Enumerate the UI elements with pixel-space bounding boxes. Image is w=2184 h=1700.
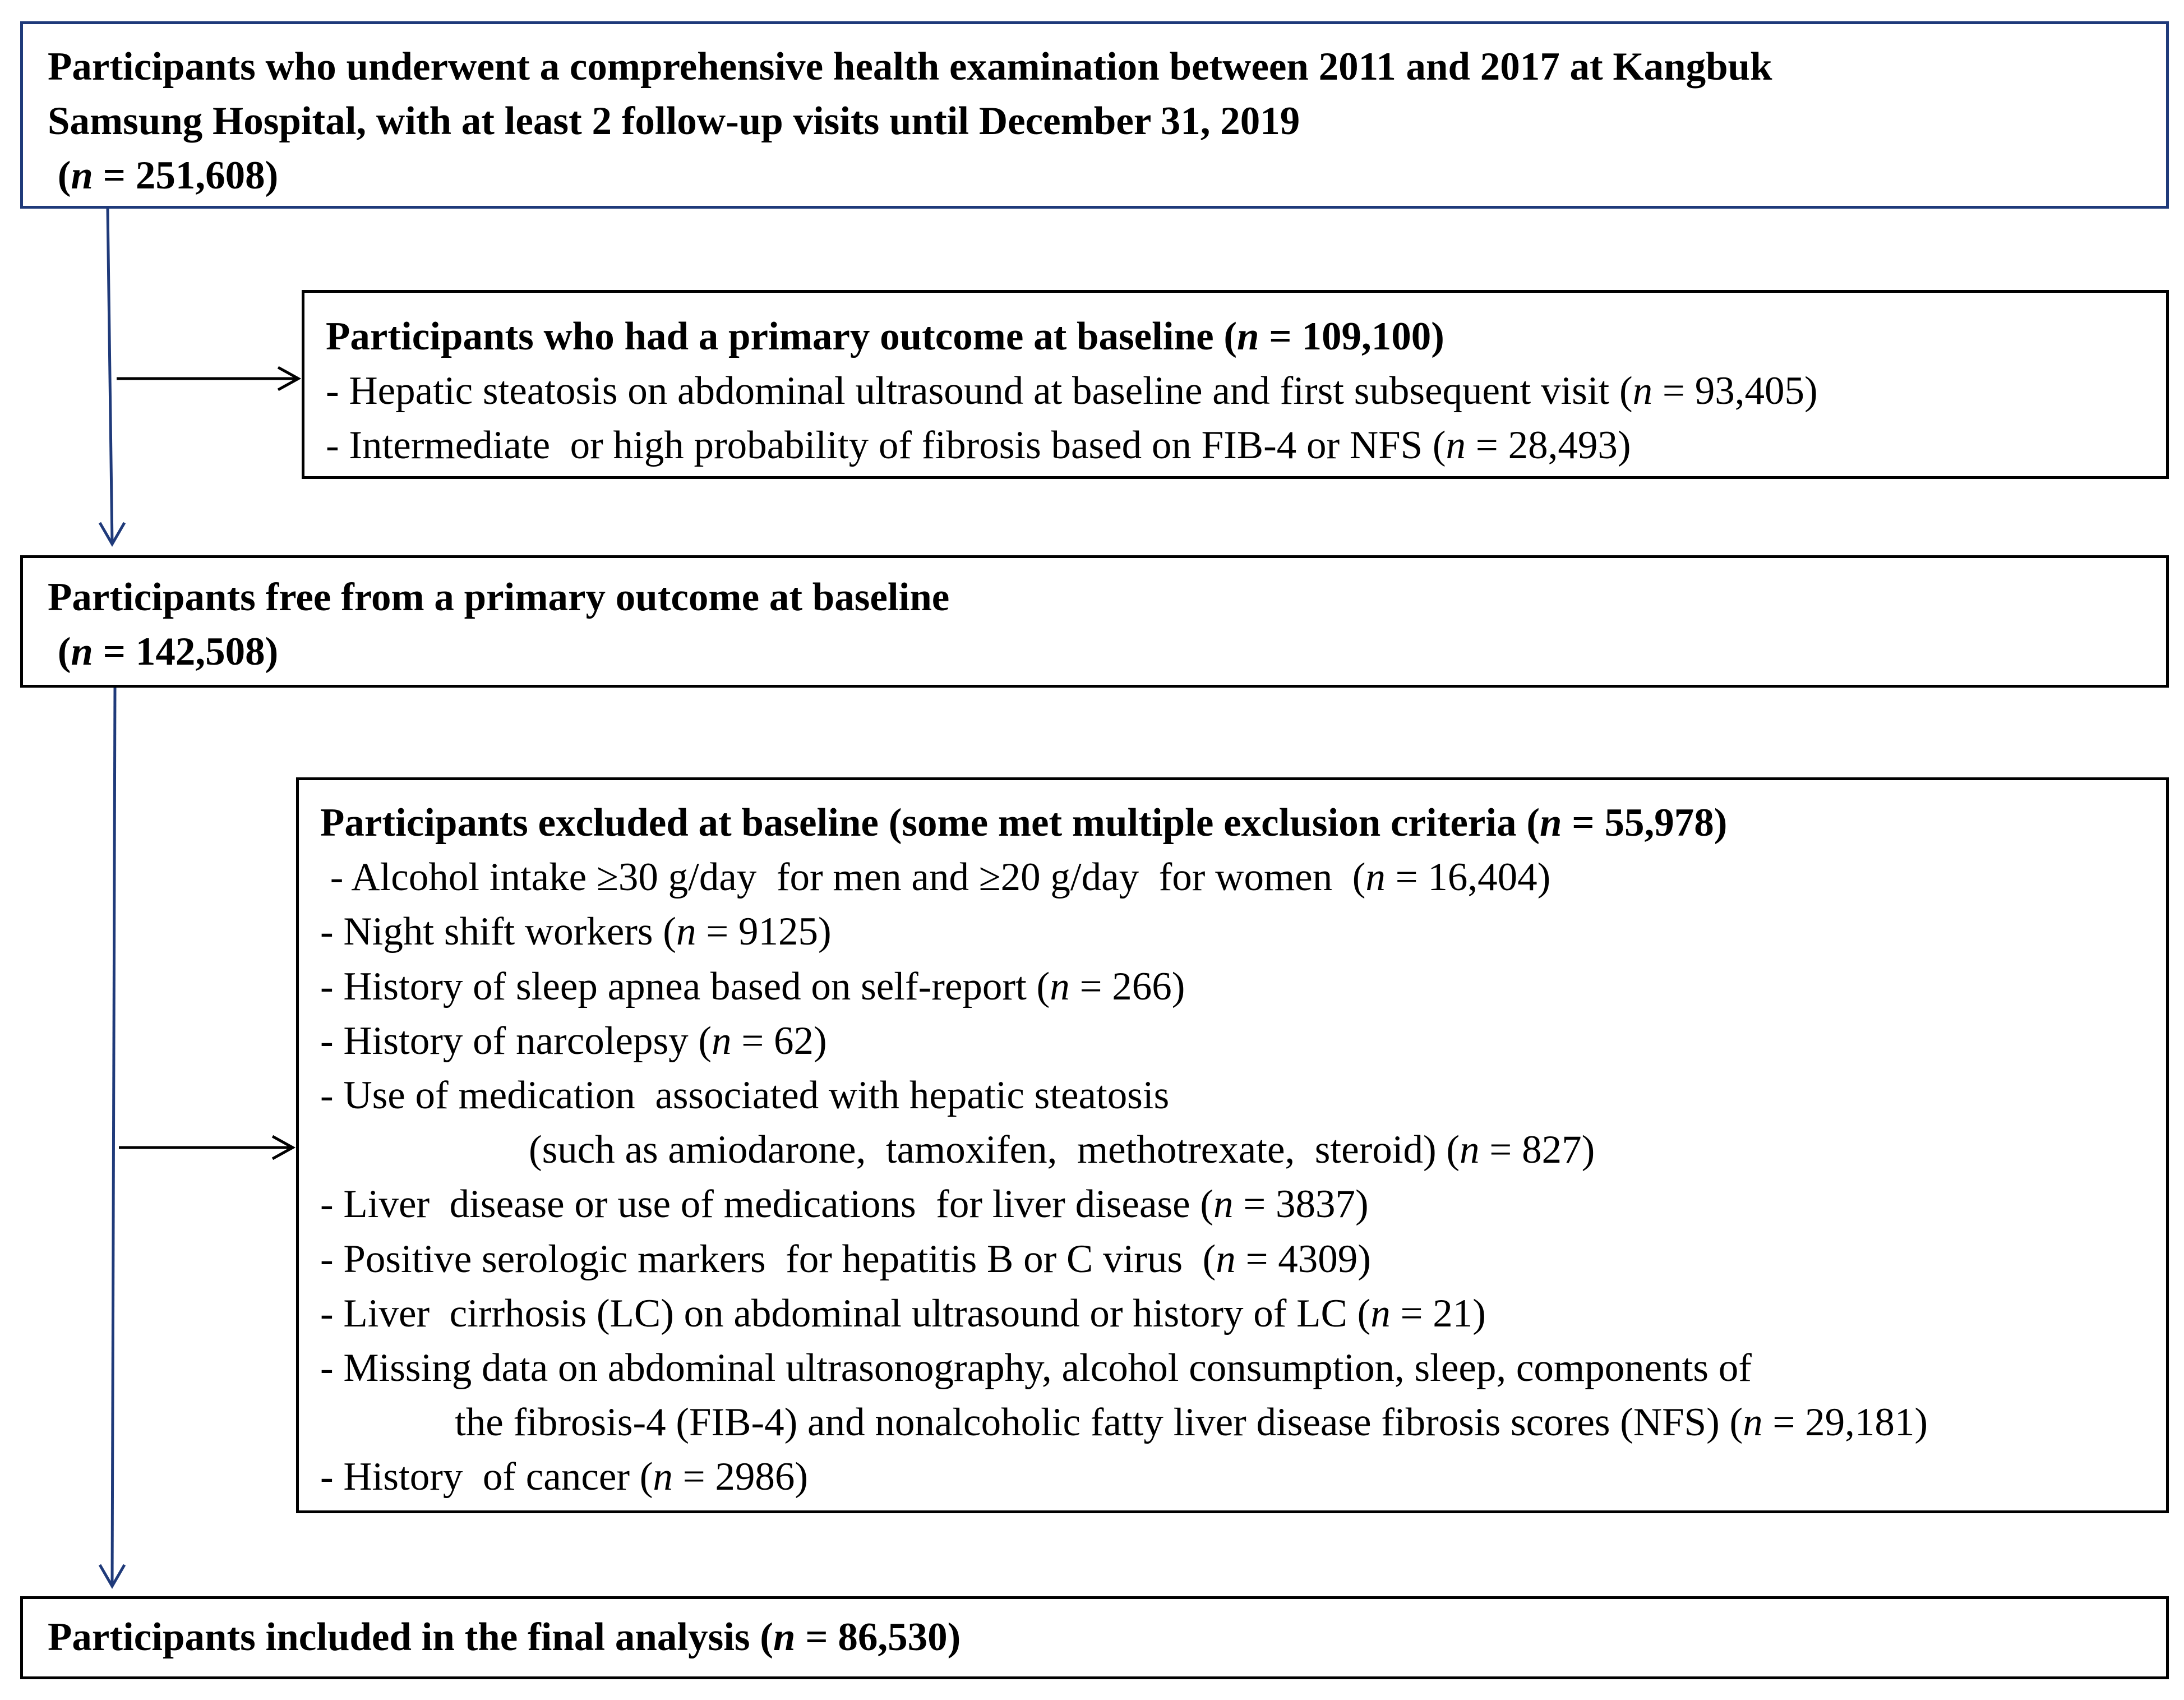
exclusion-item: - History of cancer (n = 2986) (320, 1455, 809, 1499)
outcome-title (326, 310, 2166, 364)
exclusion-item-continued: the fibrosis-4 (FIB-4) and nonalcoholic fatty liver disease fibrosis scores (NFS) (n = 29,181) (455, 1400, 1928, 1445)
free-title: Participants free from a primary outcome at baseline (48, 575, 950, 619)
exclusion-item: - Alcohol intake ≥30 g/day for men and ≥20 g/day for women (n = 16,404) (320, 855, 1551, 900)
box-initial-participants (20, 21, 2169, 209)
initial-count: (n = 251,608) (48, 154, 279, 197)
box-primary-outcome-excluded (302, 290, 2169, 479)
title-prefix: Participants included in the final analysis ( (48, 1615, 773, 1659)
count-value: = 142,508) (93, 630, 279, 674)
count-value: = 251,608) (93, 154, 279, 197)
exclusion-item: - History of narcolepsy (n = 62) (320, 1019, 827, 1063)
outcome-item: - Intermediate or high probability of fibrosis based on FIB-4 or NFS (n = 28,493) (326, 423, 1631, 467)
box-final-analysis (20, 1596, 2169, 1679)
title-prefix: Participants excluded at baseline (some met multiple exclusion criteria ( (320, 801, 1540, 845)
n-symbol: n (773, 1615, 796, 1659)
exclusion-item-continued: (such as amiodarone, tamoxifen, methotrexate, steroid) (n = 827) (529, 1128, 1595, 1172)
main-arrow-1-line (108, 209, 112, 543)
n-symbol: n (71, 630, 93, 674)
n-symbol: n (71, 154, 93, 197)
box-free-from-outcome (20, 555, 2169, 688)
title-prefix: Participants who had a primary outcome at baseline ( (326, 315, 1238, 358)
exclusion-item: - History of sleep apnea based on self-report (n = 266) (320, 964, 1185, 1008)
main-arrow-2-head (100, 1565, 124, 1586)
box-excluded-at-baseline (296, 777, 2169, 1513)
outcome-item: - Hepatic steatosis on abdominal ultrasound at baseline and first subsequent visit (n = 93,405) (326, 369, 1818, 413)
free-count: (n = 142,508) (48, 630, 279, 674)
title-suffix: = 86,530) (795, 1615, 961, 1659)
excluded-title (320, 796, 2166, 850)
exclusion-item: - Night shift workers (n = 9125) (320, 910, 832, 954)
branch-arrow-2-head (273, 1136, 293, 1159)
branch-arrow-1-head (278, 367, 298, 390)
n-symbol: n (1237, 315, 1259, 358)
initial-line-1: Participants who underwent a comprehensive health examination between 2011 and 2017 at Kangbuk (48, 45, 1772, 89)
title-suffix: = 109,100) (1259, 315, 1444, 358)
exclusion-item: - Positive serologic markers for hepatitis B or C virus (n = 4309) (320, 1237, 1371, 1281)
exclusion-item: - Liver disease or use of medications for liver disease (n = 3837) (320, 1182, 1369, 1227)
main-arrow-1-head (100, 523, 124, 544)
n-symbol: n (1540, 801, 1562, 845)
title-suffix: = 55,978) (1562, 801, 1728, 845)
final-title (48, 1610, 2166, 1665)
main-arrow-2-line (112, 688, 115, 1585)
exclusion-item: - Use of medication associated with hepatic steatosis (320, 1073, 1170, 1117)
initial-line-2: Samsung Hospital, with at least 2 follow-up visits until December 31, 2019 (48, 99, 1300, 143)
exclusion-item: - Liver cirrhosis (LC) on abdominal ultrasound or history of LC (n = 21) (320, 1291, 1486, 1335)
exclusion-item: - Missing data on abdominal ultrasonography, alcohol consumption, sleep, components of (320, 1346, 1752, 1390)
